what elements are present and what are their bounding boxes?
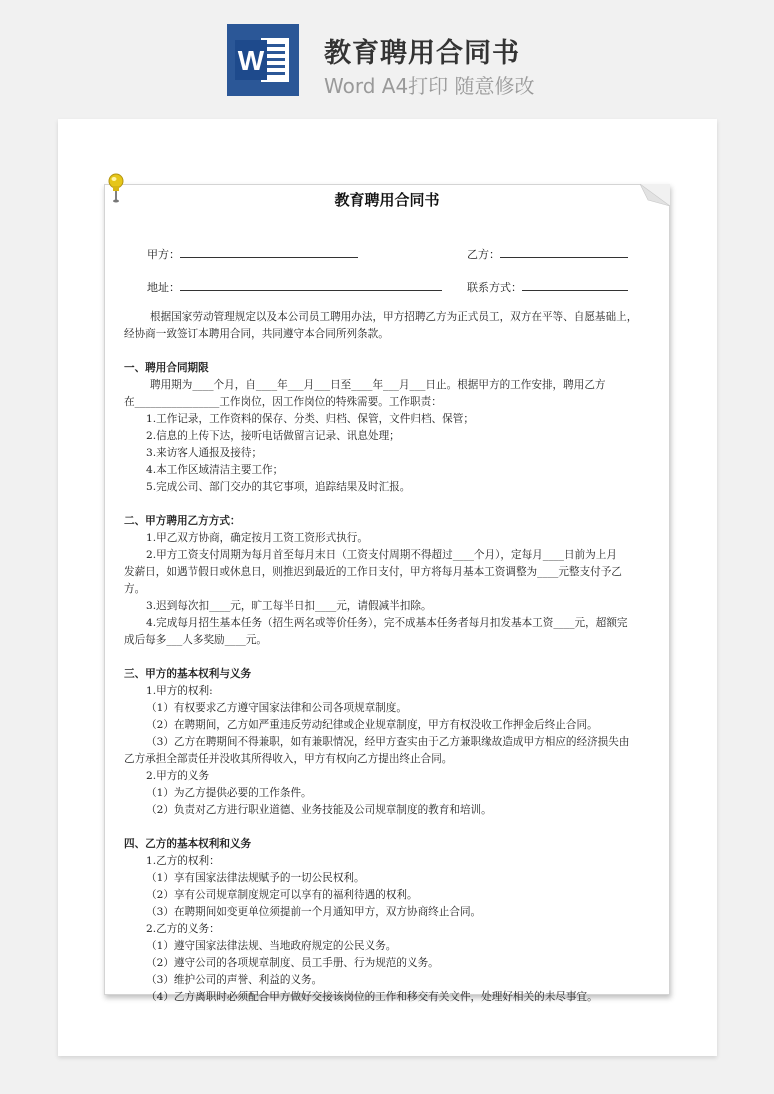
- s3-line: 乙方承担全部责任并没收其所得收入，甲方有权向乙方提出终止合同。: [124, 753, 453, 765]
- header-banner: [0, 0, 774, 118]
- intro-line: 经协商一致签订本聘用合同，共同遵守本合同所列条款。: [124, 328, 389, 340]
- s4-item: （2）享有公司规章制度规定可以享有的福利待遇的权利。: [146, 889, 418, 901]
- party-a-field: [147, 246, 358, 262]
- s2-line: 发薪日，如遇节假日或休息日，则推迟到最近的工作日支付，甲方将每月基本工资调整为____元整支付予乙: [124, 566, 622, 578]
- s3-line: （1）为乙方提供必要的工作条件。: [146, 787, 312, 799]
- s1-line: 聘用期为____个月，自____年___月___日至____年___月___日止。根据甲方的工作安排，聘用乙方: [150, 379, 606, 391]
- s4-item: 2.乙方的义务：: [146, 923, 220, 935]
- s1-item: 4.本工作区域清洁主要工作；: [146, 464, 284, 476]
- s1-item: 3.来访客人通报及接待；: [146, 447, 263, 459]
- party-a-label: 甲方：: [147, 248, 180, 261]
- s3-line: （3）乙方在聘期间不得兼职，如有兼职情况，经甲方查实由于乙方兼职缘故造成甲方相应的经济损失由: [146, 736, 630, 748]
- s3-line: （1）有权要求乙方遵守国家法律和公司各项规章制度。: [146, 702, 407, 714]
- s2-line: 2.甲方工资支付周期为每月首至每月末日（工资支付周期不得超过____个月），定每月____日前为上月: [146, 549, 617, 561]
- intro-line: 根据国家劳动管理规定以及本公司员工聘用办法，甲方招聘乙方为正式员工，双方在平等、自愿基础上，: [150, 311, 638, 323]
- s2-line: 4.完成每月招生基本任务（招生两名或等价任务），完不成基本任务者每月扣发基本工资____元，超额完: [146, 617, 628, 629]
- contact-blank[interactable]: [522, 279, 628, 291]
- address-label: 地址：: [147, 281, 180, 294]
- s2-line: 成后每多___人多奖励____元。: [124, 634, 268, 646]
- party-b-field: [467, 246, 628, 262]
- section-4-heading: 四、乙方的基本权利和义务: [124, 838, 252, 850]
- document-title: 教育聘用合同书: [334, 191, 440, 209]
- section-1-heading: 一、聘用合同期限: [124, 362, 209, 374]
- party-a-blank[interactable]: [180, 246, 358, 258]
- banner-title: 教育聘用合同书: [324, 38, 520, 69]
- s4-item: （3）维护公司的声誉、利益的义务。: [146, 974, 323, 986]
- s4-item: （3）在聘期间如变更单位须提前一个月通知甲方，双方协商终止合同。: [146, 906, 482, 918]
- contact-label: 联系方式：: [467, 281, 522, 294]
- party-b-label: 乙方：: [467, 248, 500, 261]
- s1-item: 5.完成公司、部门交办的其它事项，追踪结果及时汇报。: [146, 481, 411, 493]
- s3-line: 1.甲方的权利:: [146, 685, 213, 697]
- address-field: [147, 279, 442, 295]
- s2-line: 3.迟到每次扣____元，旷工每半日扣____元，请假减半扣除。: [146, 600, 432, 612]
- s3-line: 2.甲方的义务: [146, 770, 210, 782]
- s3-line: （2）在聘期间，乙方如严重违反劳动纪律或企业规章制度，甲方有权没收工作押金后终止合同。: [146, 719, 598, 731]
- address-blank[interactable]: [180, 279, 442, 291]
- s4-item: （2）遵守公司的各项规章制度、员工手册、行为规范的义务。: [146, 957, 439, 969]
- banner-subtitle: Word A4打印 随意修改: [324, 74, 535, 98]
- pushpin-icon: [104, 172, 128, 204]
- s4-item: 1.乙方的权利：: [146, 855, 220, 867]
- word-icon: [227, 24, 299, 96]
- contact-field: [467, 279, 628, 295]
- s3-line: （2）负责对乙方进行职业道德、业务技能及公司规章制度的教育和培训。: [146, 804, 492, 816]
- s1-item: 2.信息的上传下达，接听电话做留言记录、讯息处理；: [146, 430, 400, 442]
- svg-text:W: W: [237, 45, 265, 76]
- document-body: [124, 309, 668, 1006]
- section-2-heading: 二、甲方聘用乙方方式：: [124, 515, 241, 527]
- s1-line: 在________________工作岗位，因工作岗位的特殊需要。工作职责：: [124, 396, 442, 408]
- s4-item: （4）乙方离职时必须配合甲方做好交接该岗位的工作和移交有关文件，处理好相关的未尽事宜。: [146, 991, 598, 1003]
- s4-item: （1）享有国家法律法规赋予的一切公民权利。: [146, 872, 365, 884]
- s4-item: （1）遵守国家法律法规、当地政府规定的公民义务。: [146, 940, 397, 952]
- s2-line: 1.甲乙双方协商，确定按月工资工资形式执行。: [146, 532, 368, 544]
- document-page: [104, 184, 670, 1003]
- s2-line: 方。: [124, 583, 146, 595]
- party-b-blank[interactable]: [500, 246, 628, 258]
- s1-item: 1.工作记录，工作资料的保存、分类、归档、保管，文件归档、保管；: [146, 413, 474, 425]
- section-3-heading: 三、甲方的基本权利与义务: [124, 668, 252, 680]
